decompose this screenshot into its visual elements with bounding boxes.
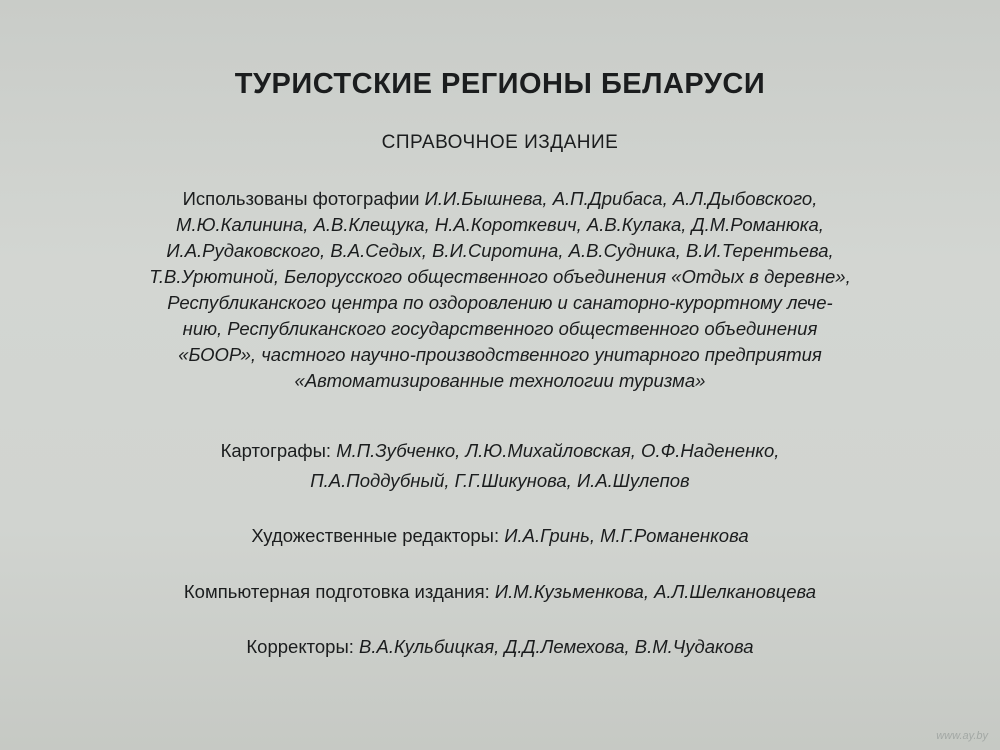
- photo-credits-line-7: «БООР», частного научно-производственного унитарного предприятия: [178, 344, 822, 365]
- art-editors-names: И.А.Гринь, М.Г.Романенкова: [504, 525, 749, 546]
- art-editors-line: [0, 521, 1000, 551]
- photo-credits-line-4: Т.В.Урютиной, Белорусского общественного объединения «Отдых в деревне»,: [149, 266, 851, 287]
- proofreaders-names: В.А.Кульбицкая, Д.Д.Лемехова, В.М.Чудакова: [359, 636, 754, 657]
- photo-credits-line-5: Республиканского центра по оздоровлению и санаторно-курортному лече-: [167, 292, 833, 313]
- computer-prep-line: [0, 577, 1000, 607]
- photo-credits-line-8: «Автоматизированные технологии туризма»: [294, 370, 706, 391]
- computer-prep-names: И.М.Кузьменкова, А.Л.Шелкановцева: [494, 581, 817, 602]
- photo-credits-label: Использованы фотографии: [182, 188, 425, 209]
- page-title: ТУРИСТСКИЕ РЕГИОНЫ БЕЛАРУСИ: [234, 68, 766, 100]
- computer-prep-label: Компьютерная подготовка издания:: [183, 581, 495, 602]
- cartographers-line-2: [0, 466, 1000, 496]
- watermark: www.ay.by: [936, 730, 988, 742]
- cartographers-label: Картографы:: [220, 440, 337, 461]
- cartographers-names-2: П.А.Поддубный, Г.Г.Шикунова, И.А.Шулепов: [310, 470, 690, 491]
- page-subtitle: СПРАВОЧНОЕ ИЗДАНИЕ: [381, 132, 619, 153]
- photo-credits-line-2: М.Ю.Калинина, А.В.Клещука, Н.А.Короткевич, А.В.Кулака, Д.М.Романюка,: [176, 214, 824, 235]
- cartographers-line-1: [0, 436, 1000, 466]
- photo-credits-line-3: И.А.Рудаковского, В.А.Седых, В.И.Сиротина, А.В.Судника, В.И.Терентьева,: [166, 240, 834, 261]
- art-editors-label: Художественные редакторы:: [251, 525, 505, 546]
- proofreaders-label: Корректоры:: [246, 636, 360, 657]
- proofreaders-line: [0, 632, 1000, 662]
- photo-credits-line-6: нию, Республиканского государственного общественного объединения: [182, 318, 818, 339]
- photo-credits-line-1: [40, 186, 960, 212]
- photo-credits-names: И.И.Бышнева, А.П.Дрибаса, А.Л.Дыбовского,: [424, 188, 818, 209]
- cartographers-names-1: М.П.Зубченко, Л.Ю.Михайловская, О.Ф.Надененко,: [336, 440, 780, 461]
